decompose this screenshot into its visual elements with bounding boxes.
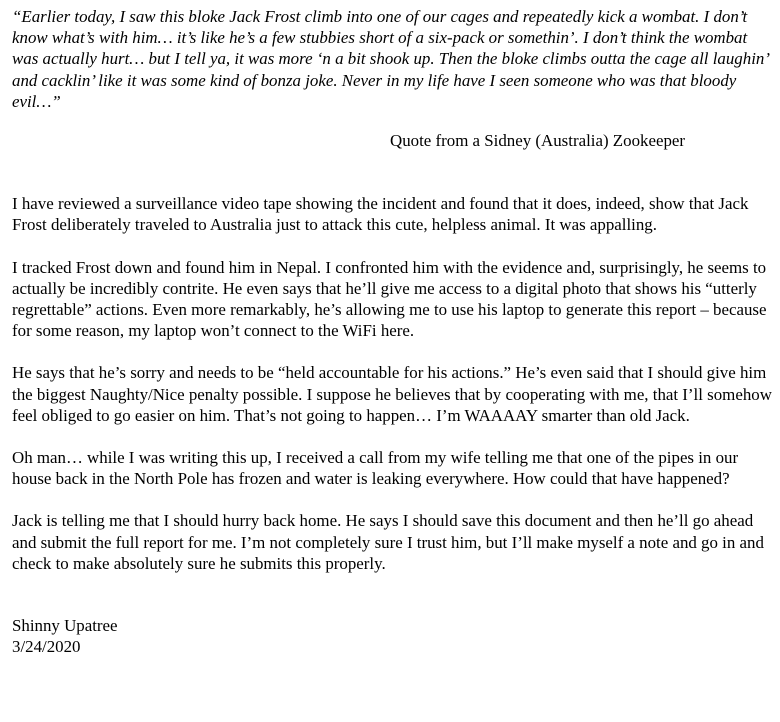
zookeeper-quote: “Earlier today, I saw this bloke Jack Frost climb into one of our cages and repeatedly kick a wombat. I don’t know what’s with him… it’s like he’s a few stubbies short of a six-pack or somethin’. I don’t think the wombat was actually hurt… but I tell ya, it was more ‘n a bit shook up. Then the bloke climbs outta the cage all laughin’ and cacklin’ like it was some kind of bonza joke. Never in my life have I seen someone who was that bloody evil…”	[12, 7, 769, 111]
signature-block	[12, 615, 772, 657]
paragraph-pipes: Oh man… while I was writing this up, I received a call from my wife telling me that one of the pipes in our house back in the North Pole has frozen and water is leaking everywhere. How could that have happened?	[12, 448, 739, 489]
document-body	[12, 6, 772, 657]
quote-attribution: Quote from a Sidney (Australia) Zookeeper	[390, 131, 686, 151]
paragraph-surveillance: I have reviewed a surveillance video tape showing the incident and found that it does, indeed, show that Jack Frost deliberately traveled to Australia just to attack this cute, helpless animal. It was appalling.	[12, 194, 749, 235]
signature-date: 3/24/2020	[12, 637, 81, 657]
paragraph-nepal: I tracked Frost down and found him in Nepal. I confronted him with the evidence and, surprisingly, he seems to actually be incredibly contrite. He even says that he’ll give me access to a digital photo that shows his “utterly regrettable” actions. Even more remarkably, he’s allowing me to use his laptop to generate this report – because for some reason, my laptop won’t connect to the WiFi here.	[12, 257, 767, 341]
paragraph-hurry-home: Jack is telling me that I should hurry back home. He says I should save this document and then he’ll go ahead and submit the full report for me. I’m not completely sure I trust him, but I’ll make myself a note and go in and check to make absolutely sure he submits this properly.	[12, 511, 764, 573]
paragraph-accountable: He says that he’s sorry and needs to be “held accountable for his actions.” He’s even said that I should give him the biggest Naughty/Nice penalty possible. I suppose he believes that by cooperating with me, that I’ll somehow feel obliged to go easier on him. That’s not going to happen… I’m WAAAAY smarter than old Jack.	[12, 363, 772, 425]
signature-name: Shinny Upatree	[12, 616, 118, 636]
